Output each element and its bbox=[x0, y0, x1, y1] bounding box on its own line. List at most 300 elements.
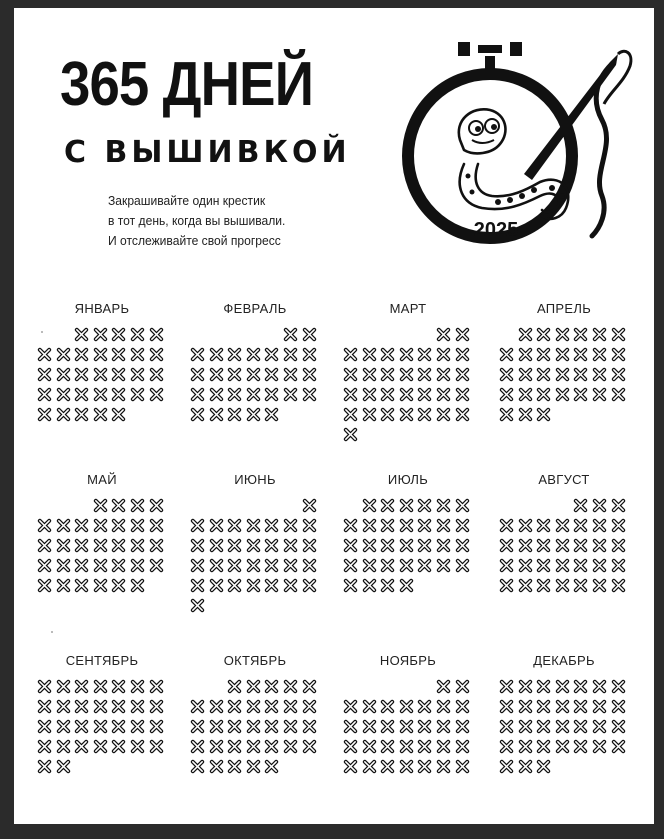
cross-stitch-icon[interactable] bbox=[536, 759, 551, 774]
cross-stitch-icon[interactable] bbox=[190, 538, 205, 553]
cross-stitch-icon[interactable] bbox=[264, 679, 279, 694]
cross-stitch-icon[interactable] bbox=[130, 367, 145, 382]
cross-stitch-icon[interactable] bbox=[573, 739, 588, 754]
cross-stitch-icon[interactable] bbox=[149, 367, 164, 382]
cross-stitch-icon[interactable] bbox=[555, 518, 570, 533]
cross-stitch-icon[interactable] bbox=[264, 538, 279, 553]
cross-stitch-icon[interactable] bbox=[499, 538, 514, 553]
cross-stitch-icon[interactable] bbox=[130, 538, 145, 553]
cross-stitch-icon[interactable] bbox=[536, 578, 551, 593]
cross-stitch-icon[interactable] bbox=[455, 498, 470, 513]
cross-stitch-icon[interactable] bbox=[611, 719, 626, 734]
cross-stitch-icon[interactable] bbox=[264, 699, 279, 714]
cross-stitch-icon[interactable] bbox=[264, 387, 279, 402]
cross-stitch-icon[interactable] bbox=[130, 498, 145, 513]
cross-stitch-icon[interactable] bbox=[227, 679, 242, 694]
cross-stitch-icon[interactable] bbox=[246, 558, 261, 573]
cross-stitch-icon[interactable] bbox=[111, 739, 126, 754]
cross-stitch-icon[interactable] bbox=[93, 367, 108, 382]
cross-stitch-icon[interactable] bbox=[246, 518, 261, 533]
cross-stitch-icon[interactable] bbox=[56, 347, 71, 362]
cross-stitch-icon[interactable] bbox=[190, 367, 205, 382]
cross-stitch-icon[interactable] bbox=[362, 699, 377, 714]
cross-stitch-icon[interactable] bbox=[190, 719, 205, 734]
cross-stitch-icon[interactable] bbox=[573, 518, 588, 533]
cross-stitch-icon[interactable] bbox=[518, 367, 533, 382]
cross-stitch-icon[interactable] bbox=[74, 699, 89, 714]
cross-stitch-icon[interactable] bbox=[555, 578, 570, 593]
cross-stitch-icon[interactable] bbox=[283, 558, 298, 573]
cross-stitch-icon[interactable] bbox=[536, 679, 551, 694]
cross-stitch-icon[interactable] bbox=[536, 739, 551, 754]
cross-stitch-icon[interactable] bbox=[518, 407, 533, 422]
cross-stitch-icon[interactable] bbox=[536, 699, 551, 714]
cross-stitch-icon[interactable] bbox=[518, 739, 533, 754]
cross-stitch-icon[interactable] bbox=[190, 558, 205, 573]
cross-stitch-icon[interactable] bbox=[190, 759, 205, 774]
cross-stitch-icon[interactable] bbox=[190, 739, 205, 754]
cross-stitch-icon[interactable] bbox=[343, 739, 358, 754]
cross-stitch-icon[interactable] bbox=[93, 518, 108, 533]
cross-stitch-icon[interactable] bbox=[246, 739, 261, 754]
cross-stitch-icon[interactable] bbox=[573, 578, 588, 593]
cross-stitch-icon[interactable] bbox=[399, 347, 414, 362]
cross-stitch-icon[interactable] bbox=[149, 387, 164, 402]
cross-stitch-icon[interactable] bbox=[37, 759, 52, 774]
cross-stitch-icon[interactable] bbox=[399, 518, 414, 533]
cross-stitch-icon[interactable] bbox=[209, 518, 224, 533]
cross-stitch-icon[interactable] bbox=[246, 538, 261, 553]
cross-stitch-icon[interactable] bbox=[93, 407, 108, 422]
cross-stitch-icon[interactable] bbox=[499, 518, 514, 533]
cross-stitch-icon[interactable] bbox=[149, 518, 164, 533]
cross-stitch-icon[interactable] bbox=[536, 518, 551, 533]
cross-stitch-icon[interactable] bbox=[436, 387, 451, 402]
cross-stitch-icon[interactable] bbox=[592, 327, 607, 342]
cross-stitch-icon[interactable] bbox=[417, 407, 432, 422]
cross-stitch-icon[interactable] bbox=[56, 719, 71, 734]
cross-stitch-icon[interactable] bbox=[209, 387, 224, 402]
cross-stitch-icon[interactable] bbox=[283, 679, 298, 694]
cross-stitch-icon[interactable] bbox=[302, 367, 317, 382]
cross-stitch-icon[interactable] bbox=[436, 538, 451, 553]
cross-stitch-icon[interactable] bbox=[264, 407, 279, 422]
cross-stitch-icon[interactable] bbox=[149, 719, 164, 734]
cross-stitch-icon[interactable] bbox=[436, 558, 451, 573]
cross-stitch-icon[interactable] bbox=[592, 498, 607, 513]
cross-stitch-icon[interactable] bbox=[555, 367, 570, 382]
cross-stitch-icon[interactable] bbox=[592, 719, 607, 734]
cross-stitch-icon[interactable] bbox=[362, 387, 377, 402]
cross-stitch-icon[interactable] bbox=[37, 518, 52, 533]
cross-stitch-icon[interactable] bbox=[149, 538, 164, 553]
cross-stitch-icon[interactable] bbox=[56, 679, 71, 694]
cross-stitch-icon[interactable] bbox=[74, 407, 89, 422]
cross-stitch-icon[interactable] bbox=[455, 699, 470, 714]
cross-stitch-icon[interactable] bbox=[246, 407, 261, 422]
cross-stitch-icon[interactable] bbox=[380, 387, 395, 402]
cross-stitch-icon[interactable] bbox=[380, 759, 395, 774]
cross-stitch-icon[interactable] bbox=[56, 518, 71, 533]
cross-stitch-icon[interactable] bbox=[130, 739, 145, 754]
cross-stitch-icon[interactable] bbox=[499, 387, 514, 402]
cross-stitch-icon[interactable] bbox=[111, 518, 126, 533]
cross-stitch-icon[interactable] bbox=[227, 518, 242, 533]
cross-stitch-icon[interactable] bbox=[111, 327, 126, 342]
cross-stitch-icon[interactable] bbox=[518, 558, 533, 573]
cross-stitch-icon[interactable] bbox=[518, 679, 533, 694]
cross-stitch-icon[interactable] bbox=[283, 367, 298, 382]
cross-stitch-icon[interactable] bbox=[283, 327, 298, 342]
cross-stitch-icon[interactable] bbox=[302, 739, 317, 754]
cross-stitch-icon[interactable] bbox=[209, 719, 224, 734]
cross-stitch-icon[interactable] bbox=[130, 347, 145, 362]
cross-stitch-icon[interactable] bbox=[111, 578, 126, 593]
cross-stitch-icon[interactable] bbox=[302, 518, 317, 533]
cross-stitch-icon[interactable] bbox=[536, 407, 551, 422]
cross-stitch-icon[interactable] bbox=[343, 538, 358, 553]
cross-stitch-icon[interactable] bbox=[380, 699, 395, 714]
cross-stitch-icon[interactable] bbox=[343, 387, 358, 402]
cross-stitch-icon[interactable] bbox=[56, 578, 71, 593]
cross-stitch-icon[interactable] bbox=[499, 558, 514, 573]
cross-stitch-icon[interactable] bbox=[302, 578, 317, 593]
cross-stitch-icon[interactable] bbox=[362, 739, 377, 754]
cross-stitch-icon[interactable] bbox=[417, 367, 432, 382]
cross-stitch-icon[interactable] bbox=[592, 558, 607, 573]
cross-stitch-icon[interactable] bbox=[499, 719, 514, 734]
cross-stitch-icon[interactable] bbox=[130, 679, 145, 694]
cross-stitch-icon[interactable] bbox=[499, 347, 514, 362]
cross-stitch-icon[interactable] bbox=[190, 387, 205, 402]
cross-stitch-icon[interactable] bbox=[536, 367, 551, 382]
cross-stitch-icon[interactable] bbox=[399, 739, 414, 754]
cross-stitch-icon[interactable] bbox=[74, 367, 89, 382]
cross-stitch-icon[interactable] bbox=[362, 578, 377, 593]
cross-stitch-icon[interactable] bbox=[149, 327, 164, 342]
cross-stitch-icon[interactable] bbox=[436, 719, 451, 734]
cross-stitch-icon[interactable] bbox=[592, 679, 607, 694]
cross-stitch-icon[interactable] bbox=[37, 719, 52, 734]
cross-stitch-icon[interactable] bbox=[399, 578, 414, 593]
cross-stitch-icon[interactable] bbox=[611, 347, 626, 362]
cross-stitch-icon[interactable] bbox=[399, 558, 414, 573]
cross-stitch-icon[interactable] bbox=[362, 347, 377, 362]
cross-stitch-icon[interactable] bbox=[536, 538, 551, 553]
cross-stitch-icon[interactable] bbox=[518, 387, 533, 402]
cross-stitch-icon[interactable] bbox=[56, 407, 71, 422]
cross-stitch-icon[interactable] bbox=[518, 347, 533, 362]
cross-stitch-icon[interactable] bbox=[111, 367, 126, 382]
cross-stitch-icon[interactable] bbox=[56, 759, 71, 774]
cross-stitch-icon[interactable] bbox=[518, 578, 533, 593]
cross-stitch-icon[interactable] bbox=[611, 578, 626, 593]
cross-stitch-icon[interactable] bbox=[399, 719, 414, 734]
cross-stitch-icon[interactable] bbox=[455, 347, 470, 362]
cross-stitch-icon[interactable] bbox=[37, 367, 52, 382]
cross-stitch-icon[interactable] bbox=[592, 518, 607, 533]
cross-stitch-icon[interactable] bbox=[343, 347, 358, 362]
cross-stitch-icon[interactable] bbox=[343, 427, 358, 442]
cross-stitch-icon[interactable] bbox=[227, 538, 242, 553]
cross-stitch-icon[interactable] bbox=[56, 367, 71, 382]
cross-stitch-icon[interactable] bbox=[573, 719, 588, 734]
cross-stitch-icon[interactable] bbox=[93, 719, 108, 734]
cross-stitch-icon[interactable] bbox=[399, 387, 414, 402]
cross-stitch-icon[interactable] bbox=[611, 367, 626, 382]
cross-stitch-icon[interactable] bbox=[93, 578, 108, 593]
cross-stitch-icon[interactable] bbox=[343, 699, 358, 714]
cross-stitch-icon[interactable] bbox=[111, 387, 126, 402]
cross-stitch-icon[interactable] bbox=[149, 347, 164, 362]
cross-stitch-icon[interactable] bbox=[227, 407, 242, 422]
cross-stitch-icon[interactable] bbox=[417, 518, 432, 533]
cross-stitch-icon[interactable] bbox=[149, 739, 164, 754]
cross-stitch-icon[interactable] bbox=[190, 598, 205, 613]
cross-stitch-icon[interactable] bbox=[611, 739, 626, 754]
cross-stitch-icon[interactable] bbox=[555, 327, 570, 342]
cross-stitch-icon[interactable] bbox=[592, 367, 607, 382]
cross-stitch-icon[interactable] bbox=[56, 739, 71, 754]
cross-stitch-icon[interactable] bbox=[246, 367, 261, 382]
cross-stitch-icon[interactable] bbox=[417, 538, 432, 553]
cross-stitch-icon[interactable] bbox=[93, 387, 108, 402]
cross-stitch-icon[interactable] bbox=[74, 578, 89, 593]
cross-stitch-icon[interactable] bbox=[417, 719, 432, 734]
cross-stitch-icon[interactable] bbox=[592, 387, 607, 402]
cross-stitch-icon[interactable] bbox=[37, 387, 52, 402]
cross-stitch-icon[interactable] bbox=[283, 739, 298, 754]
cross-stitch-icon[interactable] bbox=[343, 719, 358, 734]
cross-stitch-icon[interactable] bbox=[592, 347, 607, 362]
cross-stitch-icon[interactable] bbox=[190, 518, 205, 533]
cross-stitch-icon[interactable] bbox=[56, 387, 71, 402]
cross-stitch-icon[interactable] bbox=[130, 719, 145, 734]
cross-stitch-icon[interactable] bbox=[227, 719, 242, 734]
cross-stitch-icon[interactable] bbox=[130, 387, 145, 402]
cross-stitch-icon[interactable] bbox=[436, 367, 451, 382]
cross-stitch-icon[interactable] bbox=[246, 679, 261, 694]
cross-stitch-icon[interactable] bbox=[37, 558, 52, 573]
cross-stitch-icon[interactable] bbox=[555, 719, 570, 734]
cross-stitch-icon[interactable] bbox=[499, 739, 514, 754]
cross-stitch-icon[interactable] bbox=[190, 699, 205, 714]
cross-stitch-icon[interactable] bbox=[111, 699, 126, 714]
cross-stitch-icon[interactable] bbox=[111, 558, 126, 573]
cross-stitch-icon[interactable] bbox=[246, 347, 261, 362]
cross-stitch-icon[interactable] bbox=[227, 699, 242, 714]
cross-stitch-icon[interactable] bbox=[93, 498, 108, 513]
cross-stitch-icon[interactable] bbox=[302, 719, 317, 734]
cross-stitch-icon[interactable] bbox=[56, 558, 71, 573]
cross-stitch-icon[interactable] bbox=[399, 699, 414, 714]
cross-stitch-icon[interactable] bbox=[111, 347, 126, 362]
cross-stitch-icon[interactable] bbox=[573, 679, 588, 694]
cross-stitch-icon[interactable] bbox=[93, 558, 108, 573]
cross-stitch-icon[interactable] bbox=[343, 558, 358, 573]
cross-stitch-icon[interactable] bbox=[111, 407, 126, 422]
cross-stitch-icon[interactable] bbox=[209, 739, 224, 754]
cross-stitch-icon[interactable] bbox=[93, 679, 108, 694]
cross-stitch-icon[interactable] bbox=[130, 518, 145, 533]
cross-stitch-icon[interactable] bbox=[455, 367, 470, 382]
cross-stitch-icon[interactable] bbox=[302, 538, 317, 553]
cross-stitch-icon[interactable] bbox=[190, 347, 205, 362]
cross-stitch-icon[interactable] bbox=[436, 759, 451, 774]
cross-stitch-icon[interactable] bbox=[209, 407, 224, 422]
cross-stitch-icon[interactable] bbox=[74, 518, 89, 533]
cross-stitch-icon[interactable] bbox=[518, 759, 533, 774]
cross-stitch-icon[interactable] bbox=[362, 367, 377, 382]
cross-stitch-icon[interactable] bbox=[302, 699, 317, 714]
cross-stitch-icon[interactable] bbox=[93, 699, 108, 714]
cross-stitch-icon[interactable] bbox=[455, 679, 470, 694]
cross-stitch-icon[interactable] bbox=[343, 518, 358, 533]
cross-stitch-icon[interactable] bbox=[611, 558, 626, 573]
cross-stitch-icon[interactable] bbox=[455, 558, 470, 573]
cross-stitch-icon[interactable] bbox=[111, 538, 126, 553]
cross-stitch-icon[interactable] bbox=[74, 538, 89, 553]
cross-stitch-icon[interactable] bbox=[455, 538, 470, 553]
cross-stitch-icon[interactable] bbox=[417, 739, 432, 754]
cross-stitch-icon[interactable] bbox=[264, 719, 279, 734]
cross-stitch-icon[interactable] bbox=[417, 498, 432, 513]
cross-stitch-icon[interactable] bbox=[283, 518, 298, 533]
cross-stitch-icon[interactable] bbox=[74, 387, 89, 402]
cross-stitch-icon[interactable] bbox=[264, 347, 279, 362]
cross-stitch-icon[interactable] bbox=[283, 347, 298, 362]
cross-stitch-icon[interactable] bbox=[93, 538, 108, 553]
cross-stitch-icon[interactable] bbox=[111, 679, 126, 694]
cross-stitch-icon[interactable] bbox=[399, 498, 414, 513]
cross-stitch-icon[interactable] bbox=[611, 518, 626, 533]
cross-stitch-icon[interactable] bbox=[209, 699, 224, 714]
cross-stitch-icon[interactable] bbox=[380, 407, 395, 422]
cross-stitch-icon[interactable] bbox=[455, 518, 470, 533]
cross-stitch-icon[interactable] bbox=[283, 538, 298, 553]
cross-stitch-icon[interactable] bbox=[362, 538, 377, 553]
cross-stitch-icon[interactable] bbox=[417, 347, 432, 362]
cross-stitch-icon[interactable] bbox=[37, 407, 52, 422]
cross-stitch-icon[interactable] bbox=[573, 347, 588, 362]
cross-stitch-icon[interactable] bbox=[399, 407, 414, 422]
cross-stitch-icon[interactable] bbox=[37, 679, 52, 694]
cross-stitch-icon[interactable] bbox=[302, 558, 317, 573]
cross-stitch-icon[interactable] bbox=[130, 327, 145, 342]
cross-stitch-icon[interactable] bbox=[74, 719, 89, 734]
cross-stitch-icon[interactable] bbox=[573, 699, 588, 714]
cross-stitch-icon[interactable] bbox=[573, 367, 588, 382]
cross-stitch-icon[interactable] bbox=[190, 578, 205, 593]
cross-stitch-icon[interactable] bbox=[455, 739, 470, 754]
cross-stitch-icon[interactable] bbox=[37, 347, 52, 362]
cross-stitch-icon[interactable] bbox=[56, 538, 71, 553]
cross-stitch-icon[interactable] bbox=[149, 699, 164, 714]
cross-stitch-icon[interactable] bbox=[37, 739, 52, 754]
cross-stitch-icon[interactable] bbox=[130, 558, 145, 573]
cross-stitch-icon[interactable] bbox=[56, 699, 71, 714]
cross-stitch-icon[interactable] bbox=[264, 578, 279, 593]
cross-stitch-icon[interactable] bbox=[436, 518, 451, 533]
cross-stitch-icon[interactable] bbox=[246, 759, 261, 774]
cross-stitch-icon[interactable] bbox=[227, 367, 242, 382]
cross-stitch-icon[interactable] bbox=[436, 679, 451, 694]
cross-stitch-icon[interactable] bbox=[93, 739, 108, 754]
cross-stitch-icon[interactable] bbox=[246, 578, 261, 593]
cross-stitch-icon[interactable] bbox=[380, 347, 395, 362]
cross-stitch-icon[interactable] bbox=[380, 498, 395, 513]
cross-stitch-icon[interactable] bbox=[436, 699, 451, 714]
cross-stitch-icon[interactable] bbox=[149, 679, 164, 694]
cross-stitch-icon[interactable] bbox=[499, 699, 514, 714]
cross-stitch-icon[interactable] bbox=[74, 327, 89, 342]
cross-stitch-icon[interactable] bbox=[264, 759, 279, 774]
cross-stitch-icon[interactable] bbox=[362, 518, 377, 533]
cross-stitch-icon[interactable] bbox=[555, 347, 570, 362]
cross-stitch-icon[interactable] bbox=[362, 759, 377, 774]
cross-stitch-icon[interactable] bbox=[130, 699, 145, 714]
cross-stitch-icon[interactable] bbox=[74, 558, 89, 573]
cross-stitch-icon[interactable] bbox=[302, 679, 317, 694]
cross-stitch-icon[interactable] bbox=[380, 367, 395, 382]
cross-stitch-icon[interactable] bbox=[380, 739, 395, 754]
cross-stitch-icon[interactable] bbox=[573, 538, 588, 553]
cross-stitch-icon[interactable] bbox=[343, 759, 358, 774]
cross-stitch-icon[interactable] bbox=[246, 387, 261, 402]
cross-stitch-icon[interactable] bbox=[264, 367, 279, 382]
cross-stitch-icon[interactable] bbox=[518, 538, 533, 553]
cross-stitch-icon[interactable] bbox=[417, 759, 432, 774]
cross-stitch-icon[interactable] bbox=[283, 387, 298, 402]
cross-stitch-icon[interactable] bbox=[149, 498, 164, 513]
cross-stitch-icon[interactable] bbox=[611, 327, 626, 342]
cross-stitch-icon[interactable] bbox=[343, 367, 358, 382]
cross-stitch-icon[interactable] bbox=[283, 699, 298, 714]
cross-stitch-icon[interactable] bbox=[436, 498, 451, 513]
cross-stitch-icon[interactable] bbox=[227, 578, 242, 593]
cross-stitch-icon[interactable] bbox=[130, 578, 145, 593]
cross-stitch-icon[interactable] bbox=[499, 407, 514, 422]
cross-stitch-icon[interactable] bbox=[611, 498, 626, 513]
cross-stitch-icon[interactable] bbox=[436, 347, 451, 362]
cross-stitch-icon[interactable] bbox=[264, 518, 279, 533]
cross-stitch-icon[interactable] bbox=[380, 518, 395, 533]
cross-stitch-icon[interactable] bbox=[93, 327, 108, 342]
cross-stitch-icon[interactable] bbox=[592, 699, 607, 714]
cross-stitch-icon[interactable] bbox=[227, 347, 242, 362]
cross-stitch-icon[interactable] bbox=[37, 578, 52, 593]
cross-stitch-icon[interactable] bbox=[417, 699, 432, 714]
cross-stitch-icon[interactable] bbox=[209, 538, 224, 553]
cross-stitch-icon[interactable] bbox=[399, 538, 414, 553]
cross-stitch-icon[interactable] bbox=[455, 719, 470, 734]
cross-stitch-icon[interactable] bbox=[436, 327, 451, 342]
cross-stitch-icon[interactable] bbox=[264, 739, 279, 754]
cross-stitch-icon[interactable] bbox=[611, 387, 626, 402]
cross-stitch-icon[interactable] bbox=[209, 367, 224, 382]
cross-stitch-icon[interactable] bbox=[74, 679, 89, 694]
cross-stitch-icon[interactable] bbox=[592, 578, 607, 593]
cross-stitch-icon[interactable] bbox=[111, 719, 126, 734]
cross-stitch-icon[interactable] bbox=[536, 347, 551, 362]
cross-stitch-icon[interactable] bbox=[536, 387, 551, 402]
cross-stitch-icon[interactable] bbox=[518, 699, 533, 714]
cross-stitch-icon[interactable] bbox=[436, 407, 451, 422]
cross-stitch-icon[interactable] bbox=[264, 558, 279, 573]
cross-stitch-icon[interactable] bbox=[499, 578, 514, 593]
cross-stitch-icon[interactable] bbox=[573, 558, 588, 573]
cross-stitch-icon[interactable] bbox=[555, 679, 570, 694]
